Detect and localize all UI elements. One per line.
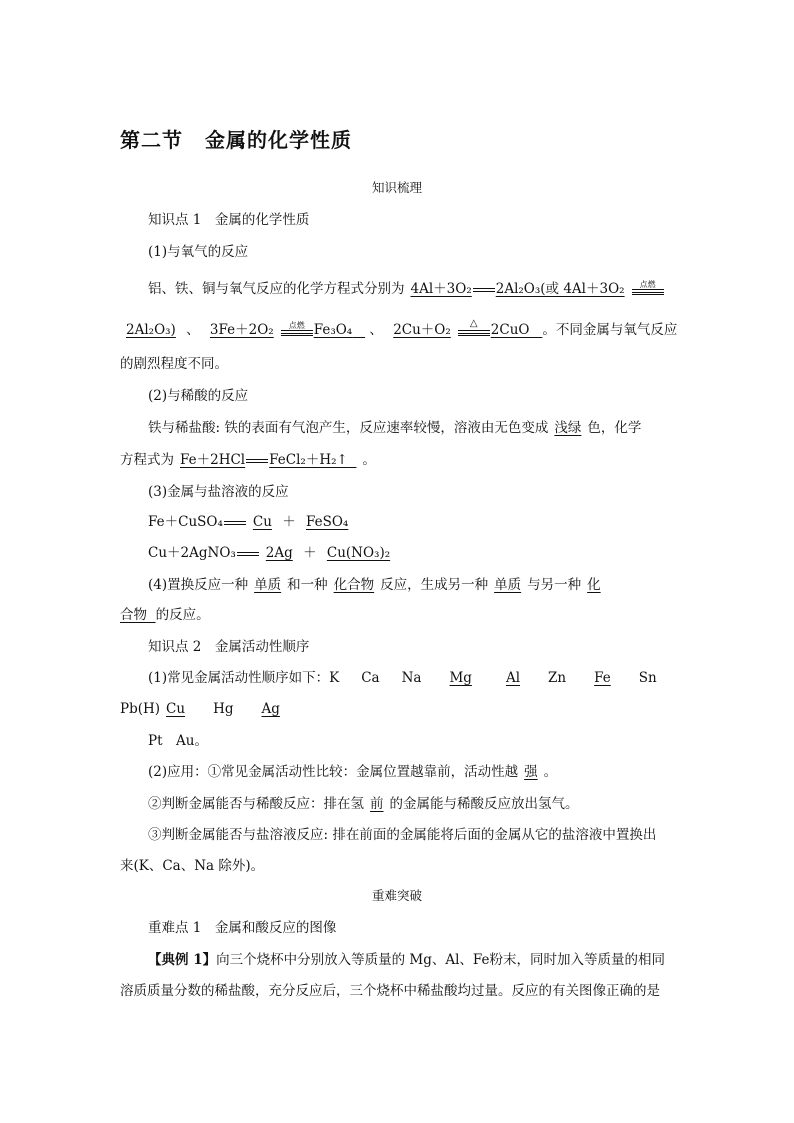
application-3-cont: 来(K、Ca、Na 除外)。 [120,858,265,874]
answer-feso4: FeSO₄ [306,514,349,530]
difficult-point-1: 重难点 1 金属和酸反应的图像 [148,920,337,936]
answer-cu-equation: 2Cu＋O₂ [393,322,451,338]
answer-fe-hcl-equation: Fe＋2HCl FeCl₂＋H₂↑ [180,452,348,468]
activity-series-line1: (1)常见金属活动性顺序如下：K Ca Na Mg Al Zn Fe Sn [148,670,657,686]
oxygen-reaction-line2: 2Al₂O₃) 、 3Fe＋2O₂ 点燃 Fe₃O₄ 、 2Cu＋O₂ △ 2CuO 。不同金属与氧气反应 [120,320,794,341]
answer-2ag: 2Ag [265,545,293,561]
answer-cuno3: Cu(NO₃)₂ [326,545,391,561]
subsection-acid: (2)与稀酸的反应 [148,388,249,404]
condition-heat: △ [457,321,491,341]
application-2: ②判断金属能否与稀酸反应：排在氢 前 的金属能与稀酸反应放出氢气。 [148,796,579,812]
answer-fe-equation: 3Fe＋2O₂ [209,322,274,338]
acid-line2: 方程式为 Fe＋2HCl FeCl₂＋H₂↑ 。 [120,452,376,468]
activity-series-line3: Pt Au。 [148,733,208,749]
activity-series-line2: Pb(H) Cu Hg Ag [120,701,280,717]
page-title: 第二节 金属的化学性质 [120,128,352,152]
acid-line1: 铁与稀盐酸: 铁的表面有气泡产生，反应速率较慢，溶液由无色变成 浅绿 色，化学 [148,420,642,436]
example-line2: 溶质质量分数的稀盐酸，充分反应后，三个烧杯中稀盐酸均过量。反应的有关图像正确的是 [120,983,660,999]
subsection-oxygen: (1)与氧气的反应 [148,244,249,260]
subsection-salt: (3)金属与盐溶液的反应 [148,484,289,500]
oxygen-reaction-line1: 铝、铁、铜与氧气反应的化学方程式分别为 4Al＋3O₂ 2Al₂O₃(或 4Al＋3O₂ 点燃 [148,279,794,300]
answer-al-equation: 4Al＋3O₂ 2Al₂O₃(或 4Al＋3O₂ [410,281,625,297]
condition-ignite: 点燃 [631,280,665,300]
oxygen-reaction-line3: 的剧烈程度不同。 [120,356,228,372]
salt-equation-1: Fe＋CuSO₄ Cu ＋ FeSO₄ [148,512,794,532]
application-1: (2)应用：①常见金属活动性比较：金属位置越靠前，活动性越 强 。 [148,764,558,780]
knowledge-point-1: 知识点 1 金属的化学性质 [148,212,310,228]
condition-ignite: 点燃 [280,321,314,341]
section-heading-knowledge: 知识梳理 [371,180,422,195]
section-heading-difficult: 重难突破 [371,888,422,903]
application-3: ③判断金属能否与盐溶液反应: 排在前面的金属能将后面的金属从它的盐溶液中置换出 [148,827,657,843]
answer-cu: Cu [252,514,272,530]
salt-equation-2: Cu＋2AgNO₃ 2Ag ＋ Cu(NO₃)₂ [148,543,794,563]
knowledge-point-2: 知识点 2 金属活动性顺序 [148,639,310,655]
displacement-line2: 合物 的反应。 [120,607,210,623]
answer-color: 浅绿 [554,420,582,436]
answer-al-equation-end: 2Al₂O₃) [126,322,176,338]
displacement-line1: (4)置换反应一种 单质 和一种 化合物 反应，生成另一种 单质 与另一种 化 [148,577,601,593]
example-line1: 【典例 1】向三个烧杯中分别放入等质量的 Mg、Al、Fe粉末，同时加入等质量的相同 [148,952,666,968]
